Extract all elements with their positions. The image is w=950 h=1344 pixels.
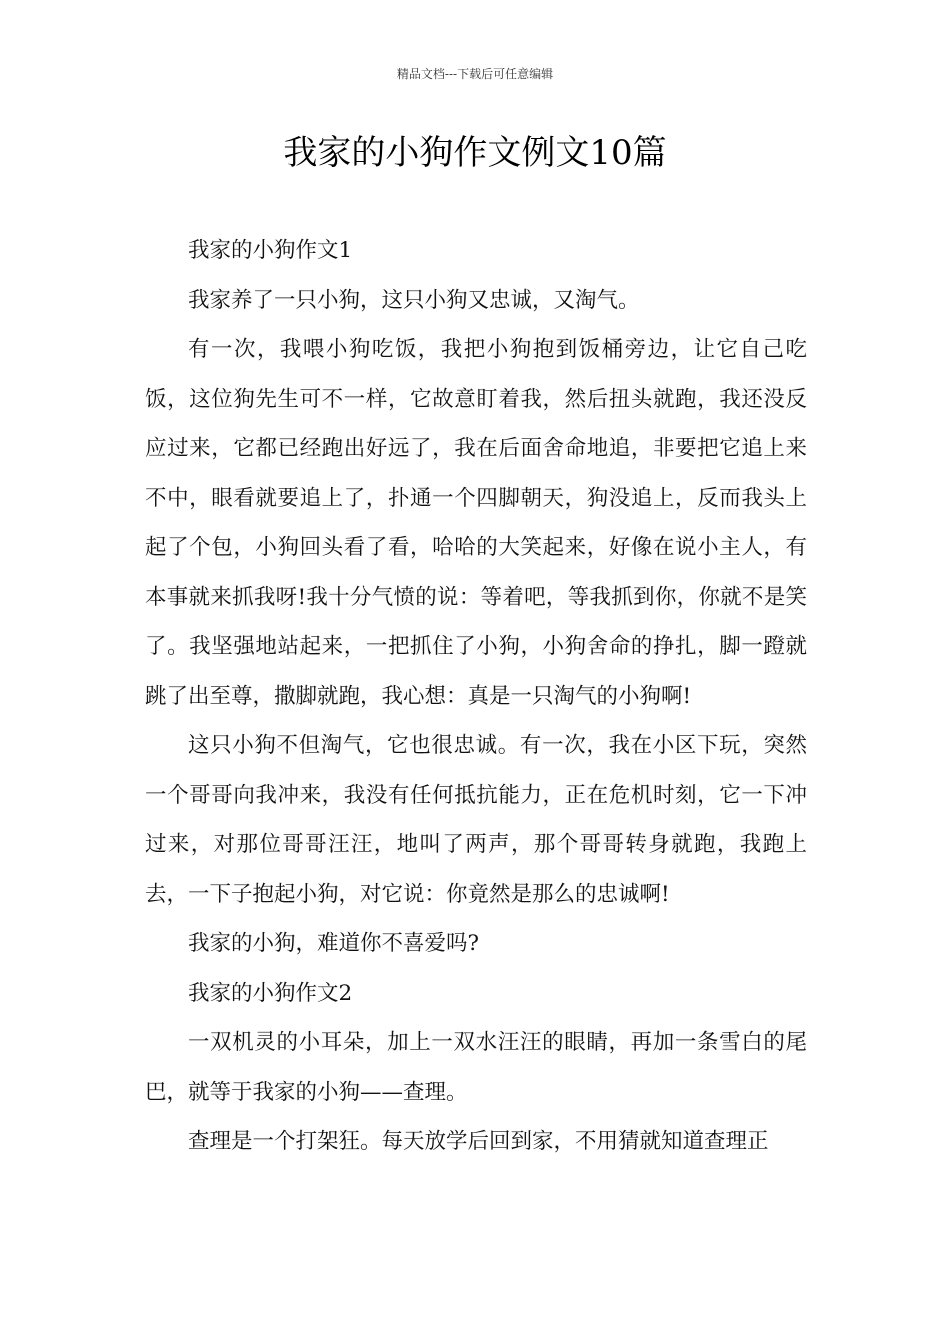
essay-heading-2: 我家的小狗作文2 (188, 980, 353, 1006)
paragraph: 有一次，我喂小狗吃饭，我把小狗抱到饭桶旁边，让它自己吃饭，这位狗先生可不一样，它故意盯着我，然后扭头就跑，我还没反应过来，它都已经跑出好远了，我在后面舍命地追，非要把它追上来不中，眼看就要追上了，扑通一个四脚朝天，狗没追上，反而我头上起了个包，小狗回头看了看，哈哈的大笑起来，好像在说小主人，有本事就来抓我呀!我十分气愤的说：等着吧，等我抓到你，你就不是笑了。我坚强地站起来，一把抓住了小狗，小狗舍命的挣扎，脚一蹬就跳了出至尊，撒脚就跑，我心想：真是一只淘气的小狗啊! (145, 337, 807, 709)
essay-heading-1: 我家的小狗作文1 (188, 238, 353, 263)
paragraph: 查理是一个打架狂。每天放学后回到家，不用猜就知道查理正 (188, 1129, 769, 1154)
paragraph: 我家养了一只小狗，这只小狗又忠诚，又淘气。 (188, 287, 640, 313)
document-title: 我家的小狗作文例文10篇 (283, 133, 667, 173)
paragraph: 一双机灵的小耳朵，加上一双水汪汪的眼睛，再加一条雪白的尾巴，就等于我家的小狗——查理。 (145, 1030, 807, 1105)
paragraph: 这只小狗不但淘气，它也很忠诚。有一次，我在小区下玩，突然一个哥哥向我冲来，我没有任何抵抗能力，正在危机时刻，它一下冲过来，对那位哥哥汪汪，地叫了两声，那个哥哥转身就跑，我跑上去，一下子抱起小狗，对它说：你竟然是那么的忠诚啊! (145, 733, 807, 907)
page-header-note: 精品文档---下载后可任意编辑 (396, 67, 554, 81)
document-body (145, 226, 807, 1167)
paragraph: 我家的小狗，难道你不喜爱吗? (188, 931, 480, 956)
